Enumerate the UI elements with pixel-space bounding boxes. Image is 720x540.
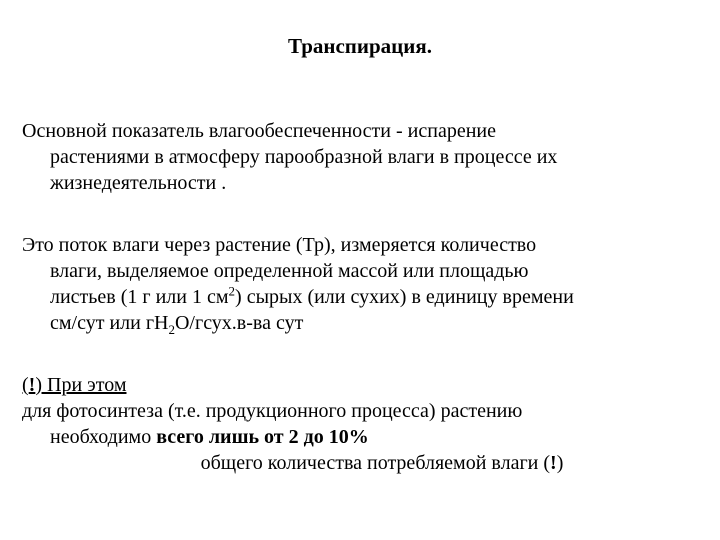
exclamation-mark-2: ! <box>550 452 557 474</box>
paragraph2-line2: влаги, выделяемое определенной массой или площадью <box>50 260 529 282</box>
paragraph3-line3-normal: необходимо <box>50 426 157 448</box>
paragraph-transpiration-indicator <box>22 118 702 196</box>
exclamation-mark: ! <box>28 374 36 396</box>
paragraph2-line4-part-b: О/гсух.в-ва сут <box>174 312 304 334</box>
paragraph1-line3: жизнедеятельности . <box>50 172 227 194</box>
paragraph1-line1: Основной показатель влагообеспеченности - испарение <box>22 120 496 142</box>
superscript-2: 2 <box>228 283 236 299</box>
paragraph3-line2: для фотосинтеза (т.е. продукционного процесса) растению <box>22 400 523 422</box>
paragraph3-line3-bold: всего лишь от 2 до 10% <box>156 426 369 448</box>
subscript-2: 2 <box>168 322 175 337</box>
paragraph3-line4 <box>22 450 702 476</box>
paragraph1-line2: растениями в атмосферу парообразной влаги в процессе их <box>50 146 558 168</box>
paragraph2-line3 <box>22 284 702 310</box>
paragraph2-line4-part-a: см/сут или гН <box>50 312 169 334</box>
paragraph3-line1-part-a: ( <box>22 374 29 396</box>
paragraph-flow-definition <box>22 232 702 336</box>
paragraph3-line1 <box>22 372 702 398</box>
paragraph3-line3 <box>22 424 702 450</box>
paragraph2-line1: Это поток влаги через растение (Тр), измеряется количество <box>22 234 537 256</box>
slide-title: Транспирация. <box>288 34 432 58</box>
paragraph2-line4 <box>22 310 702 336</box>
paragraph3-line4-part-a: общего количества потребляемой влаги ( <box>200 452 551 474</box>
paragraph3-line1-part-b: ) При этом <box>35 374 127 396</box>
paragraph2-line3-part-a: листьев (1 г или 1 см <box>50 286 229 308</box>
paragraph3-line4-part-b: ) <box>556 452 564 474</box>
paragraph2-line3-part-b: ) сырых (или сухих) в единицу времени <box>235 286 574 308</box>
paragraph-photosynthesis-note <box>22 372 702 476</box>
